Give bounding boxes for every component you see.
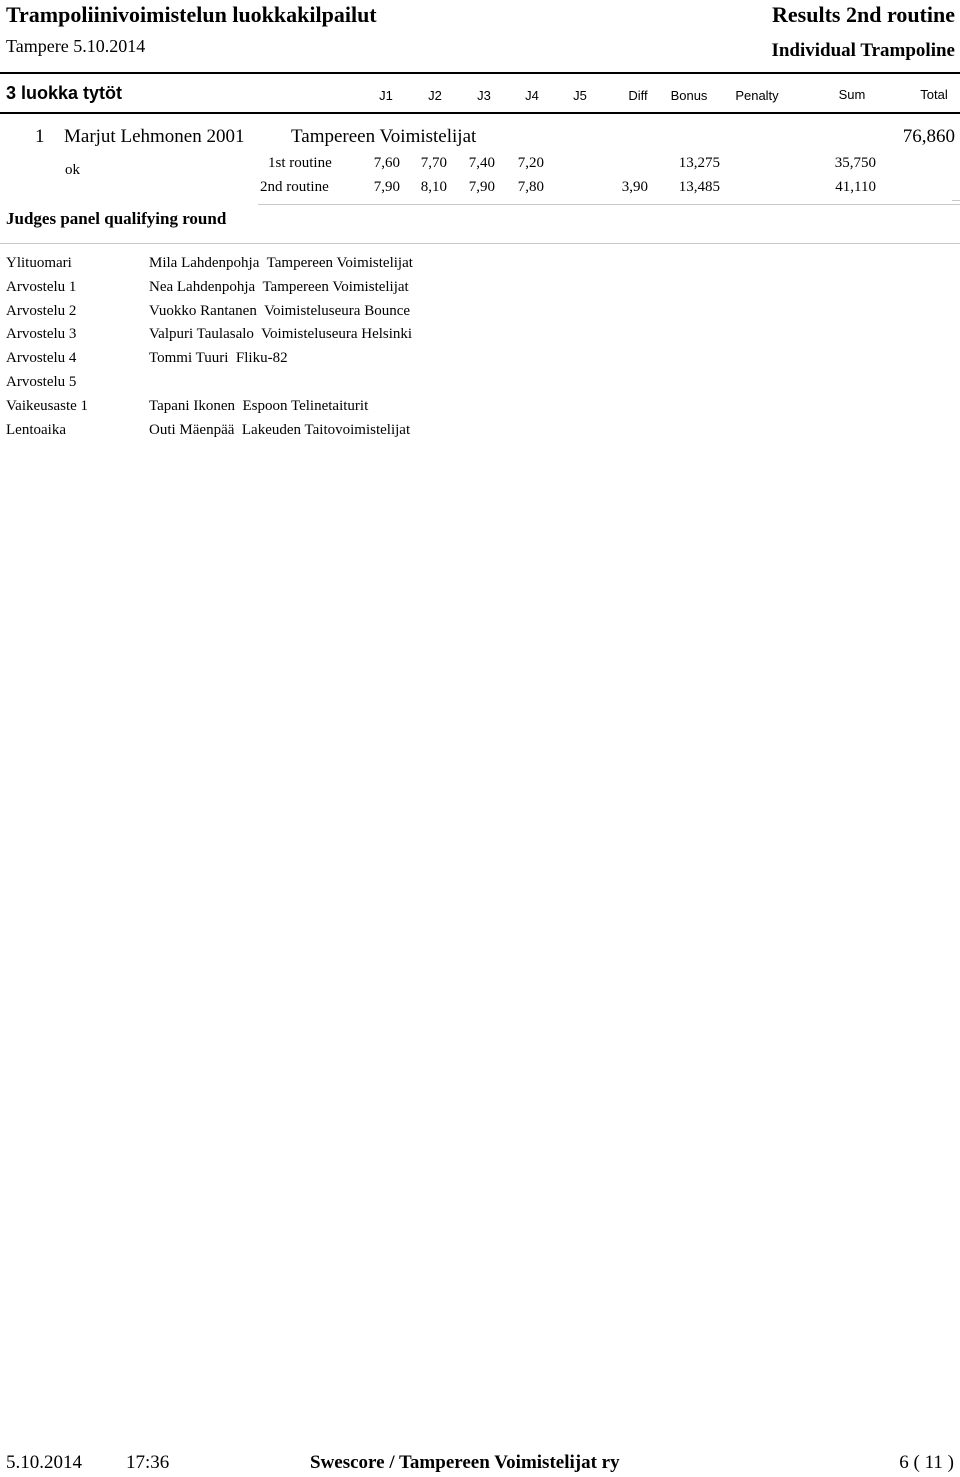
score-diff: 3,90 [621,179,648,195]
judge-role: Arvostelu 1 [6,279,77,295]
score-sum: 35,750 [834,155,876,171]
col-j1: J1 [379,88,393,103]
judge-role: Arvostelu 3 [6,326,77,342]
col-j4: J4 [525,88,539,103]
footer-time: 17:36 [126,1452,170,1473]
athlete-name: Marjut Lehmonen 2001 [64,126,245,147]
place-date: Tampere 5.10.2014 [6,36,146,56]
judge-name: Outi Mäenpää Lakeuden Taitovoimistelijat [149,422,411,438]
col-diff: Diff [628,88,648,103]
judge-name: Nea Lahdenpohja Tampereen Voimistelijat [149,279,409,295]
col-sum: Sum [838,87,866,102]
judge-role: Arvostelu 4 [6,350,77,366]
col-j2: J2 [428,88,442,103]
judges-panel-title: Judges panel qualifying round [6,209,227,228]
athlete-total: 76,860 [902,126,955,147]
score-j4: 7,20 [517,155,544,171]
score-j1: 7,60 [373,155,400,171]
judge-role: Vaikeusaste 1 [6,398,89,414]
col-bonus: Bonus [670,88,708,103]
judge-role: Ylituomari [6,255,72,271]
judge-role: Lentoaika [6,422,66,438]
col-j3: J3 [477,88,491,103]
col-total: Total [920,87,948,102]
row-divider [258,204,960,205]
judge-name [149,374,153,391]
col-penalty: Penalty [735,88,779,103]
athlete-status: ok [65,162,80,178]
footer-date: 5.10.2014 [6,1452,82,1473]
score-j2: 8,10 [420,179,447,195]
score-j4: 7,80 [517,179,544,195]
judge-name: Vuokko Rantanen Voimisteluseura Bounce [149,303,411,319]
col-j5: J5 [573,88,587,103]
judge-role: Arvostelu 5 [6,374,77,390]
competition-title: Trampoliinivoimistelun luokkakilpailut [6,2,377,27]
header-rule [0,72,960,74]
routine-label: 1st routine [268,155,332,171]
athlete-club: Tampereen Voimistelijat [291,126,477,147]
judges-panel-divider [0,243,960,244]
score-j2: 7,70 [420,155,447,171]
judge-name: Valpuri Taulasalo Voimisteluseura Helsinki [149,326,413,342]
table-header-rule [0,112,960,114]
judge-role: Arvostelu 2 [6,303,77,319]
score-bonus: 13,275 [678,155,720,171]
judge-name: Tommi Tuuri Fliku-82 [149,350,288,366]
judge-name: Tapani Ikonen Espoon Telinetaiturit [149,398,369,414]
judge-name: Mila Lahdenpohja Tampereen Voimistelijat [149,255,413,271]
event-title: Individual Trampoline [771,40,955,61]
score-j3: 7,90 [468,179,495,195]
score-j1: 7,90 [373,179,400,195]
score-j3: 7,40 [468,155,495,171]
footer-organization: Swescore / Tampereen Voimistelijat ry [310,1452,620,1473]
score-bonus: 13,485 [678,179,720,195]
footer-page-number: 6 ( 11 ) [899,1452,954,1473]
results-title: Results 2nd routine [772,2,955,27]
score-sum: 41,110 [835,179,876,195]
row-divider-stub [952,200,960,201]
athlete-rank: 1 [35,126,45,147]
routine-label: 2nd routine [260,179,329,195]
category-title: 3 luokka tytöt [6,83,123,103]
